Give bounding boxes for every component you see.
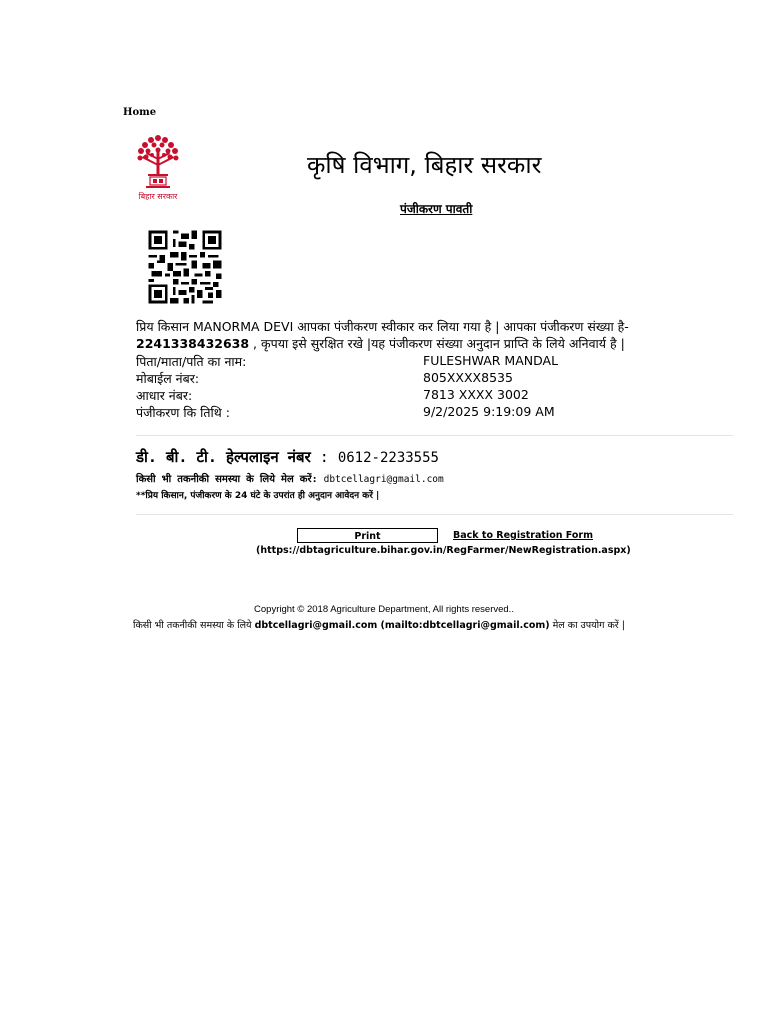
footer-mail-line [133,618,625,631]
divider [136,435,733,436]
back-to-registration-url: (https://dbtagriculture.bihar.gov.in/RegFarmer/NewRegistration.aspx) [256,545,631,556]
support-mail-line [136,471,444,485]
support-mail-address: dbtcellagri@gmail.com [323,474,444,485]
print-button[interactable]: Print [297,528,438,543]
support-mail-prefix: किसी भी तकनीकी समस्या के लिये मेल करें: [136,474,324,485]
registration-note: , कृपया इसे सुरक्षित रखे |यह पंजीकरण संख्या अनुदान प्राप्ति के लिये अनिवार्य है | [249,336,625,351]
helpline-label: डी. बी. टी. हेल्पलाइन नंबर [136,448,311,466]
registration-number: 2241338432638 [136,336,250,351]
registration-date-label: पंजीकरण कि तिथि : [136,405,230,420]
helpline-number: 0612-2233555 [337,450,439,466]
helpline [136,447,439,467]
aadhaar-number-value: 7813 XXXX 3002 [423,387,529,402]
mobile-number-value: 805XXXX8535 [423,370,513,385]
page-title: कृषि विभाग, बिहार सरकार [307,151,542,179]
registration-date-value: 9/2/2025 9:19:09 AM [423,404,555,419]
guardian-name-value: FULESHWAR MANDAL [423,353,559,368]
footer-mail-prefix: किसी भी तकनीकी समस्या के लिये [133,620,255,631]
aadhaar-number-label: आधार नंबर: [136,388,193,403]
application-note: **प्रिय किसान, पंजीकरण के 24 घंटे के उपरांत ही अनुदान आवेदन करें | [136,491,380,501]
divider [136,514,733,515]
footer-mail-link[interactable]: dbtcellagri@gmail.com (mailto:dbtcellagri@gmail.com) [254,620,550,631]
emblem-caption: बिहार सरकार [138,192,178,201]
helpline-separator: : [310,448,338,466]
receipt-title: पंजीकरण पावती [400,202,473,216]
registration-number-line [136,335,625,352]
footer-mail-suffix: मेल का उपयोग करें | [549,620,625,631]
home-link[interactable]: Home [123,107,157,118]
back-to-registration-link[interactable]: Back to Registration Form [453,530,593,541]
copyright: Copyright © 2018 Agriculture Department, All rights reserved.. [254,604,514,615]
guardian-name-label: पिता/माता/पति का नाम: [136,354,247,369]
mobile-number-label: मोबाईल नंबर: [136,371,200,386]
acceptance-message: प्रिय किसान MANORMA DEVI आपका पंजीकरण स्वीकार कर लिया गया है | आपका पंजीकरण संख्या है- [136,319,629,334]
qr-code-icon [146,228,224,306]
